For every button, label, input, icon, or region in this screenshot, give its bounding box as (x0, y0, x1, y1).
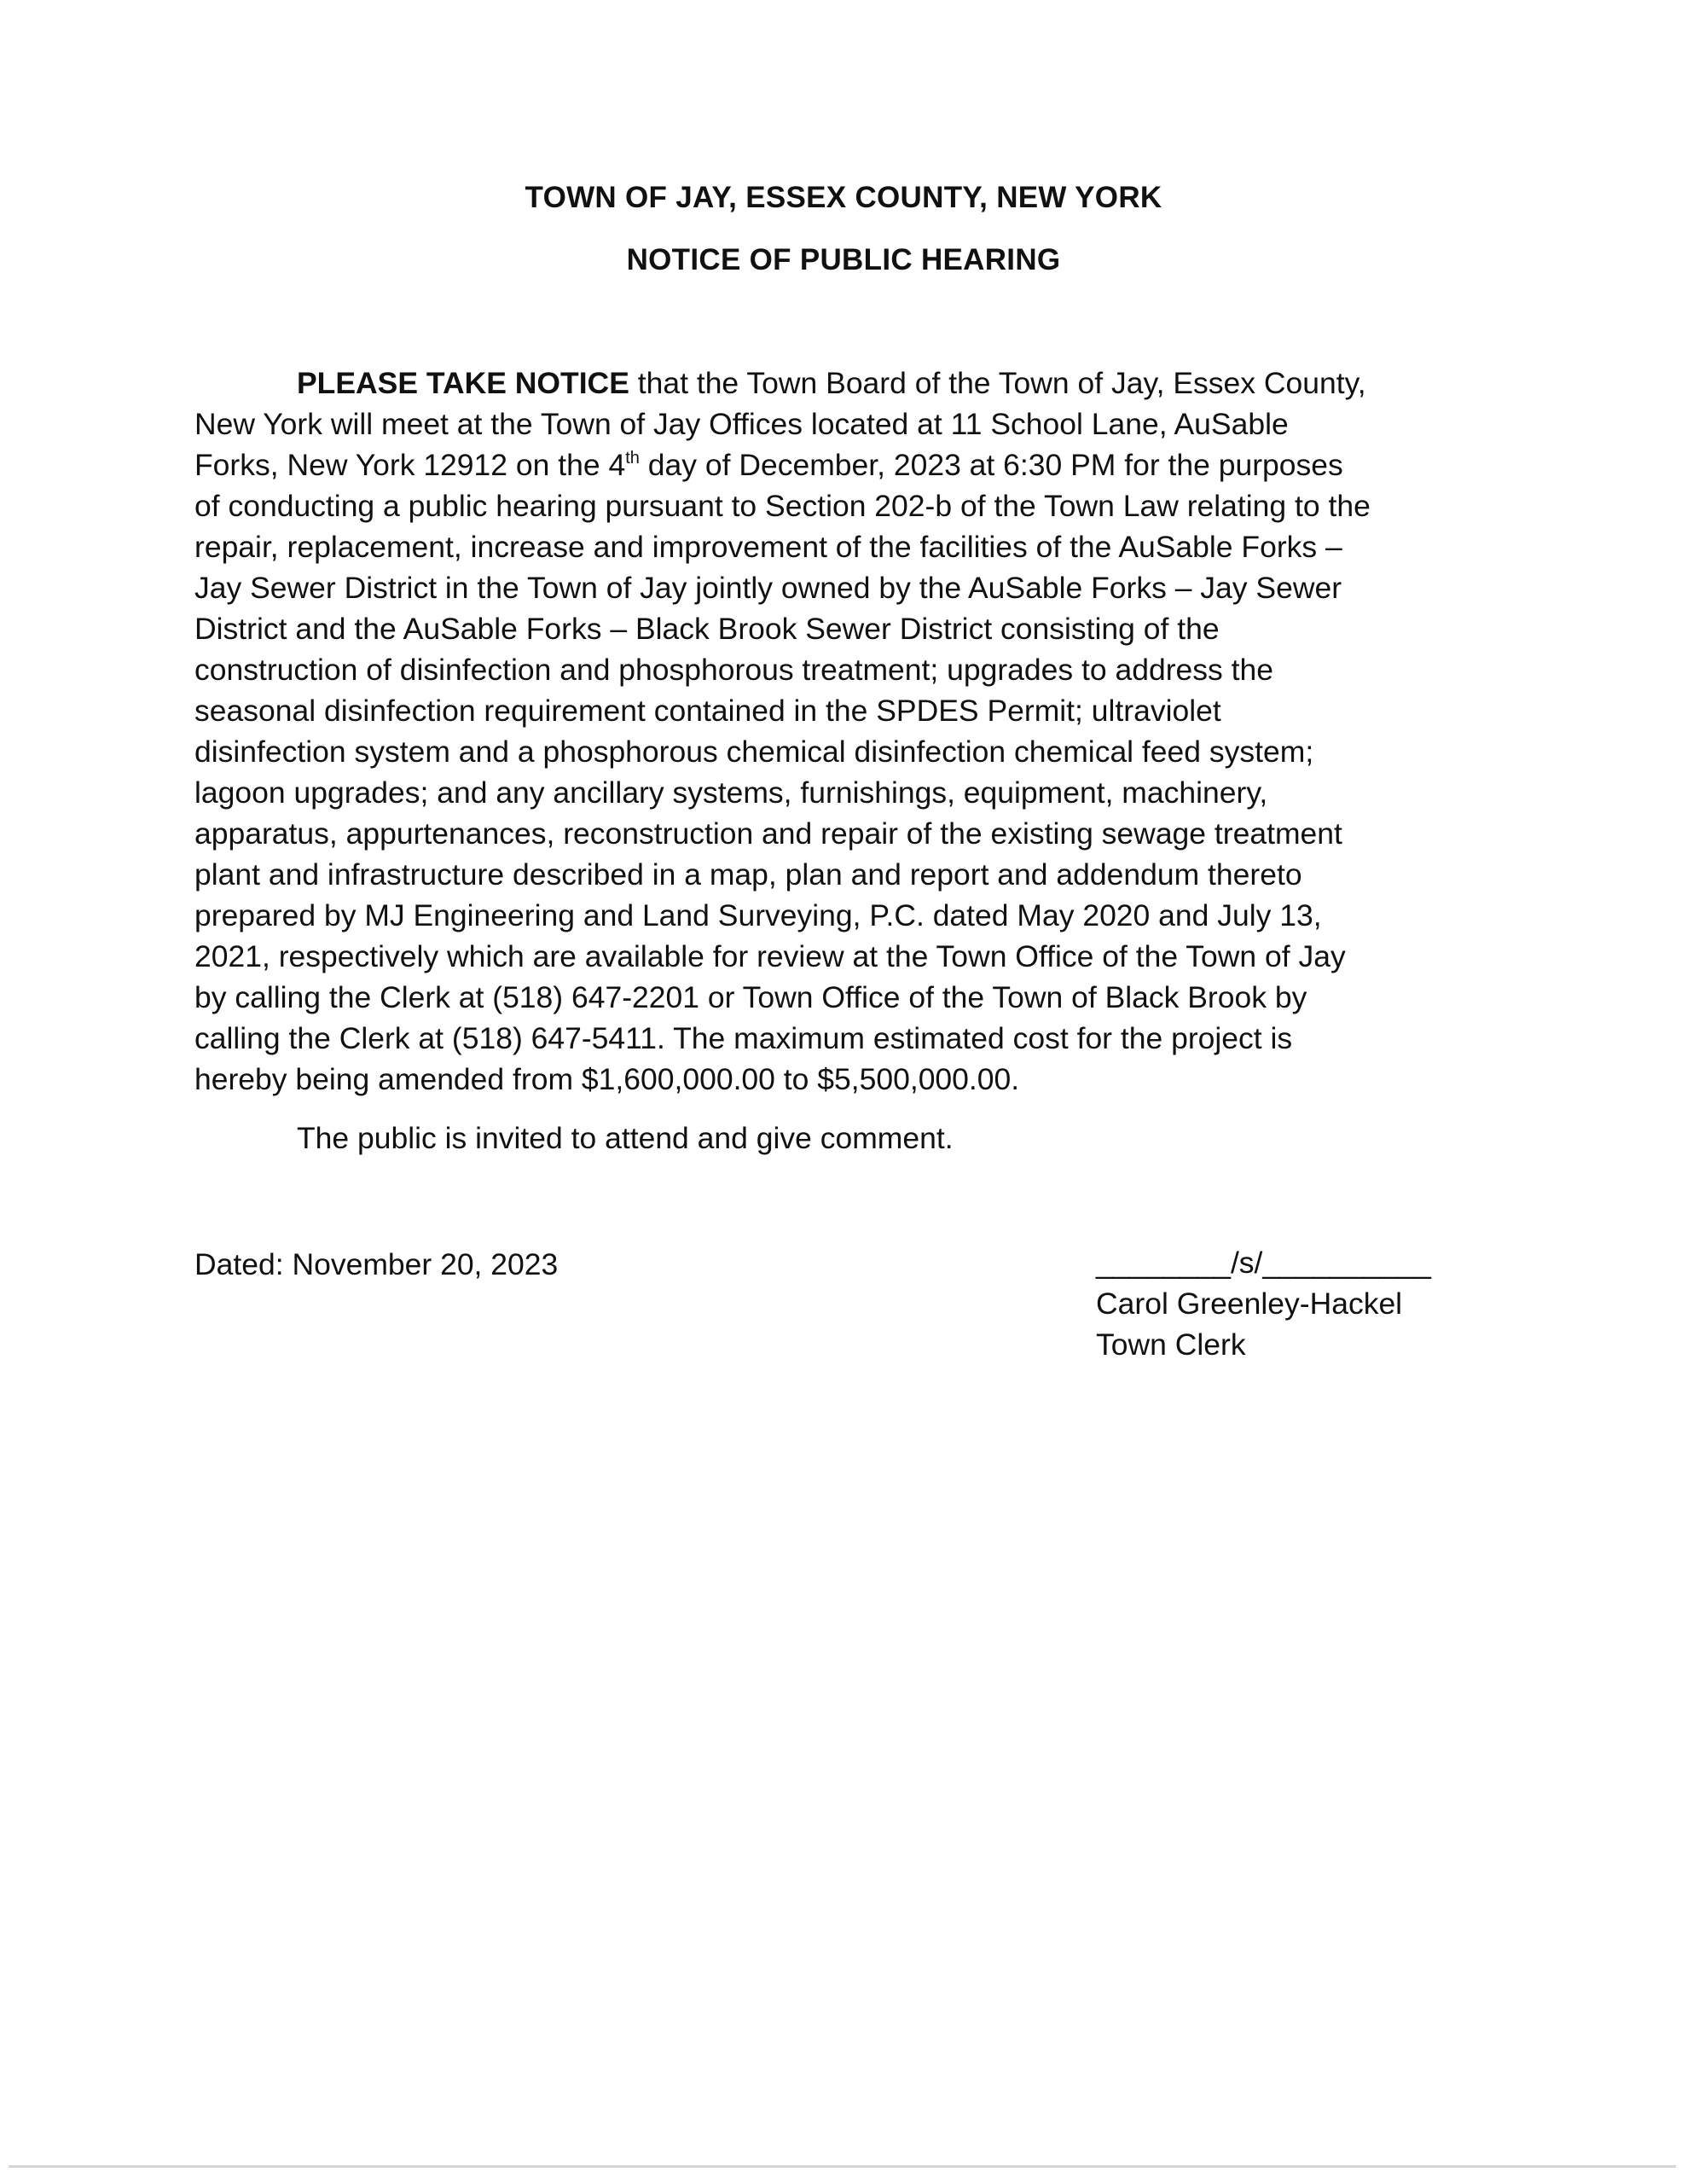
notice-line: hereby being amended from $1,600,000.00 to $5,500,000.00. (194, 1062, 1020, 1096)
notice-line (194, 363, 1498, 404)
signature-line: ________/s/__________ (1096, 1246, 1431, 1280)
notice-line: by calling the Clerk at (518) 647-2201 or Town Office of the Town of Black Brook by (194, 980, 1307, 1014)
document-title: TOWN OF JAY, ESSEX COUNTY, NEW YORK (525, 181, 1162, 214)
invitation-text: The public is invited to attend and give comment. (297, 1121, 954, 1155)
scan-edge-divider (9, 2165, 1676, 2168)
notice-line: District and the AuSable Forks – Black Brook Sewer District consisting of the (194, 612, 1220, 646)
notice-line: disinfection system and a phosphorous chemical disinfection chemical feed system; (194, 735, 1314, 769)
notice-line-text: Forks, New York 12912 on the 4 (194, 448, 626, 482)
notice-line: 2021, respectively which are available for review at the Town Office of the Town of Jay (194, 939, 1346, 973)
notice-line: lagoon upgrades; and any ancillary systems, furnishings, equipment, machinery, (194, 775, 1268, 810)
notice-lead: PLEASE TAKE NOTICE (297, 366, 629, 400)
notice-line: calling the Clerk at (518) 647-5411. The maximum estimated cost for the project is (194, 1021, 1293, 1055)
notice-line (194, 444, 1498, 485)
notice-line: New York will meet at the Town of Jay Offices located at 11 School Lane, AuSable (194, 407, 1289, 441)
notice-paragraph (194, 363, 1498, 1100)
notice-line: plant and infrastructure described in a map, plan and report and addendum thereto (194, 857, 1302, 892)
notice-line: apparatus, appurtenances, reconstruction and repair of the existing sewage treatment (194, 816, 1342, 851)
notice-line: prepared by MJ Engineering and Land Surveying, P.C. dated May 2020 and July 13, (194, 898, 1322, 932)
notice-line-text: that the Town Board of the Town of Jay, Essex County, (629, 366, 1366, 400)
signer-name: Carol Greenley-Hackel (1096, 1287, 1403, 1321)
notice-line: Jay Sewer District in the Town of Jay jointly owned by the AuSable Forks – Jay Sewer (194, 571, 1342, 605)
signer-title: Town Clerk (1096, 1327, 1246, 1362)
dated-line: Dated: November 20, 2023 (194, 1247, 559, 1281)
notice-line: of conducting a public hearing pursuant to Section 202-b of the Town Law relating to the (194, 489, 1371, 523)
document-subtitle: NOTICE OF PUBLIC HEARING (626, 243, 1061, 276)
notice-line: construction of disinfection and phosphorous treatment; upgrades to address the (194, 653, 1273, 687)
ordinal-suffix: th (625, 449, 640, 468)
notice-line: repair, replacement, increase and improvement of the facilities of the AuSable Forks – (194, 530, 1342, 564)
notice-line: seasonal disinfection requirement contained in the SPDES Permit; ultraviolet (194, 694, 1221, 728)
notice-line-text: day of December, 2023 at 6:30 PM for the purposes (639, 448, 1343, 482)
